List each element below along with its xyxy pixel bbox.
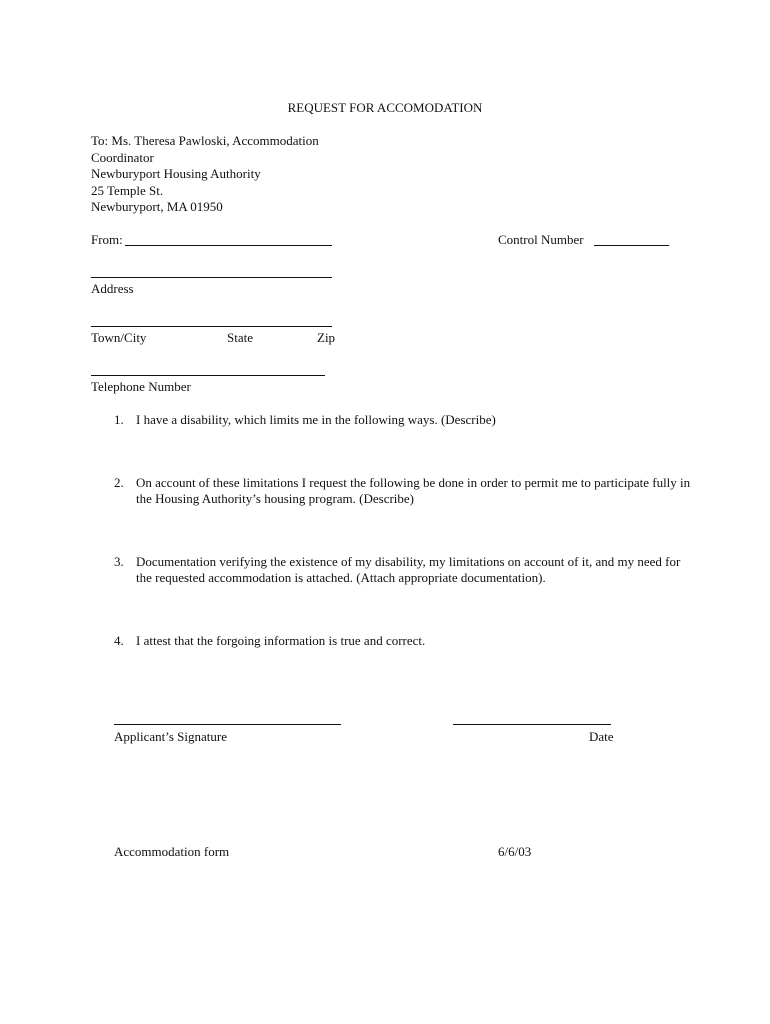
recipient-line: Newburyport Housing Authority <box>91 166 261 181</box>
footer-form-name: Accommodation form <box>114 844 230 859</box>
item-text: Documentation verifying the existence of my disability, my limitations on account of it, and my need for the requested accommodation is attached. (Attach appropriate documentation). <box>136 554 681 585</box>
page-title: REQUEST FOR ACCOMODATION <box>287 100 483 115</box>
applicant-signature-line[interactable] <box>114 724 341 725</box>
address-label: Address <box>91 281 134 296</box>
item-number: 4. <box>114 633 124 648</box>
from-label: From: <box>91 232 123 247</box>
applicant-signature-label: Applicant’s Signature <box>114 729 228 744</box>
item-number: 3. <box>114 554 124 569</box>
item-text: I have a disability, which limits me in the following ways. (Describe) <box>136 412 496 427</box>
item-number: 1. <box>114 412 124 427</box>
state-label: State <box>227 330 253 345</box>
item-text: On account of these limitations I request the following be done in order to permit me to participate fully in the Housing Authority’s housing program. (Describe) <box>136 475 691 506</box>
item-number: 2. <box>114 475 124 490</box>
control-number-field-line[interactable] <box>594 245 669 246</box>
recipient-line: Newburyport, MA 01950 <box>91 199 223 214</box>
address-field-line[interactable] <box>91 277 332 278</box>
recipient-address-block <box>91 133 319 216</box>
recipient-line: Coordinator <box>91 149 154 165</box>
date-label: Date <box>589 729 614 744</box>
town-state-zip-field-line[interactable] <box>91 326 332 327</box>
recipient-line: 25 Temple St. <box>91 182 164 198</box>
control-number-label: Control Number <box>498 232 584 247</box>
telephone-field-line[interactable] <box>91 375 325 376</box>
date-signature-line[interactable] <box>453 724 611 725</box>
town-city-label: Town/City <box>91 330 147 345</box>
item-text: I attest that the forgoing information is true and correct. <box>136 633 426 648</box>
from-field-line[interactable] <box>125 245 332 246</box>
footer-form-date: 6/6/03 <box>498 844 532 859</box>
telephone-label: Telephone Number <box>91 379 191 394</box>
zip-label: Zip <box>317 330 336 345</box>
recipient-line: To: Ms. Theresa Pawloski, Accommodation <box>91 133 319 148</box>
